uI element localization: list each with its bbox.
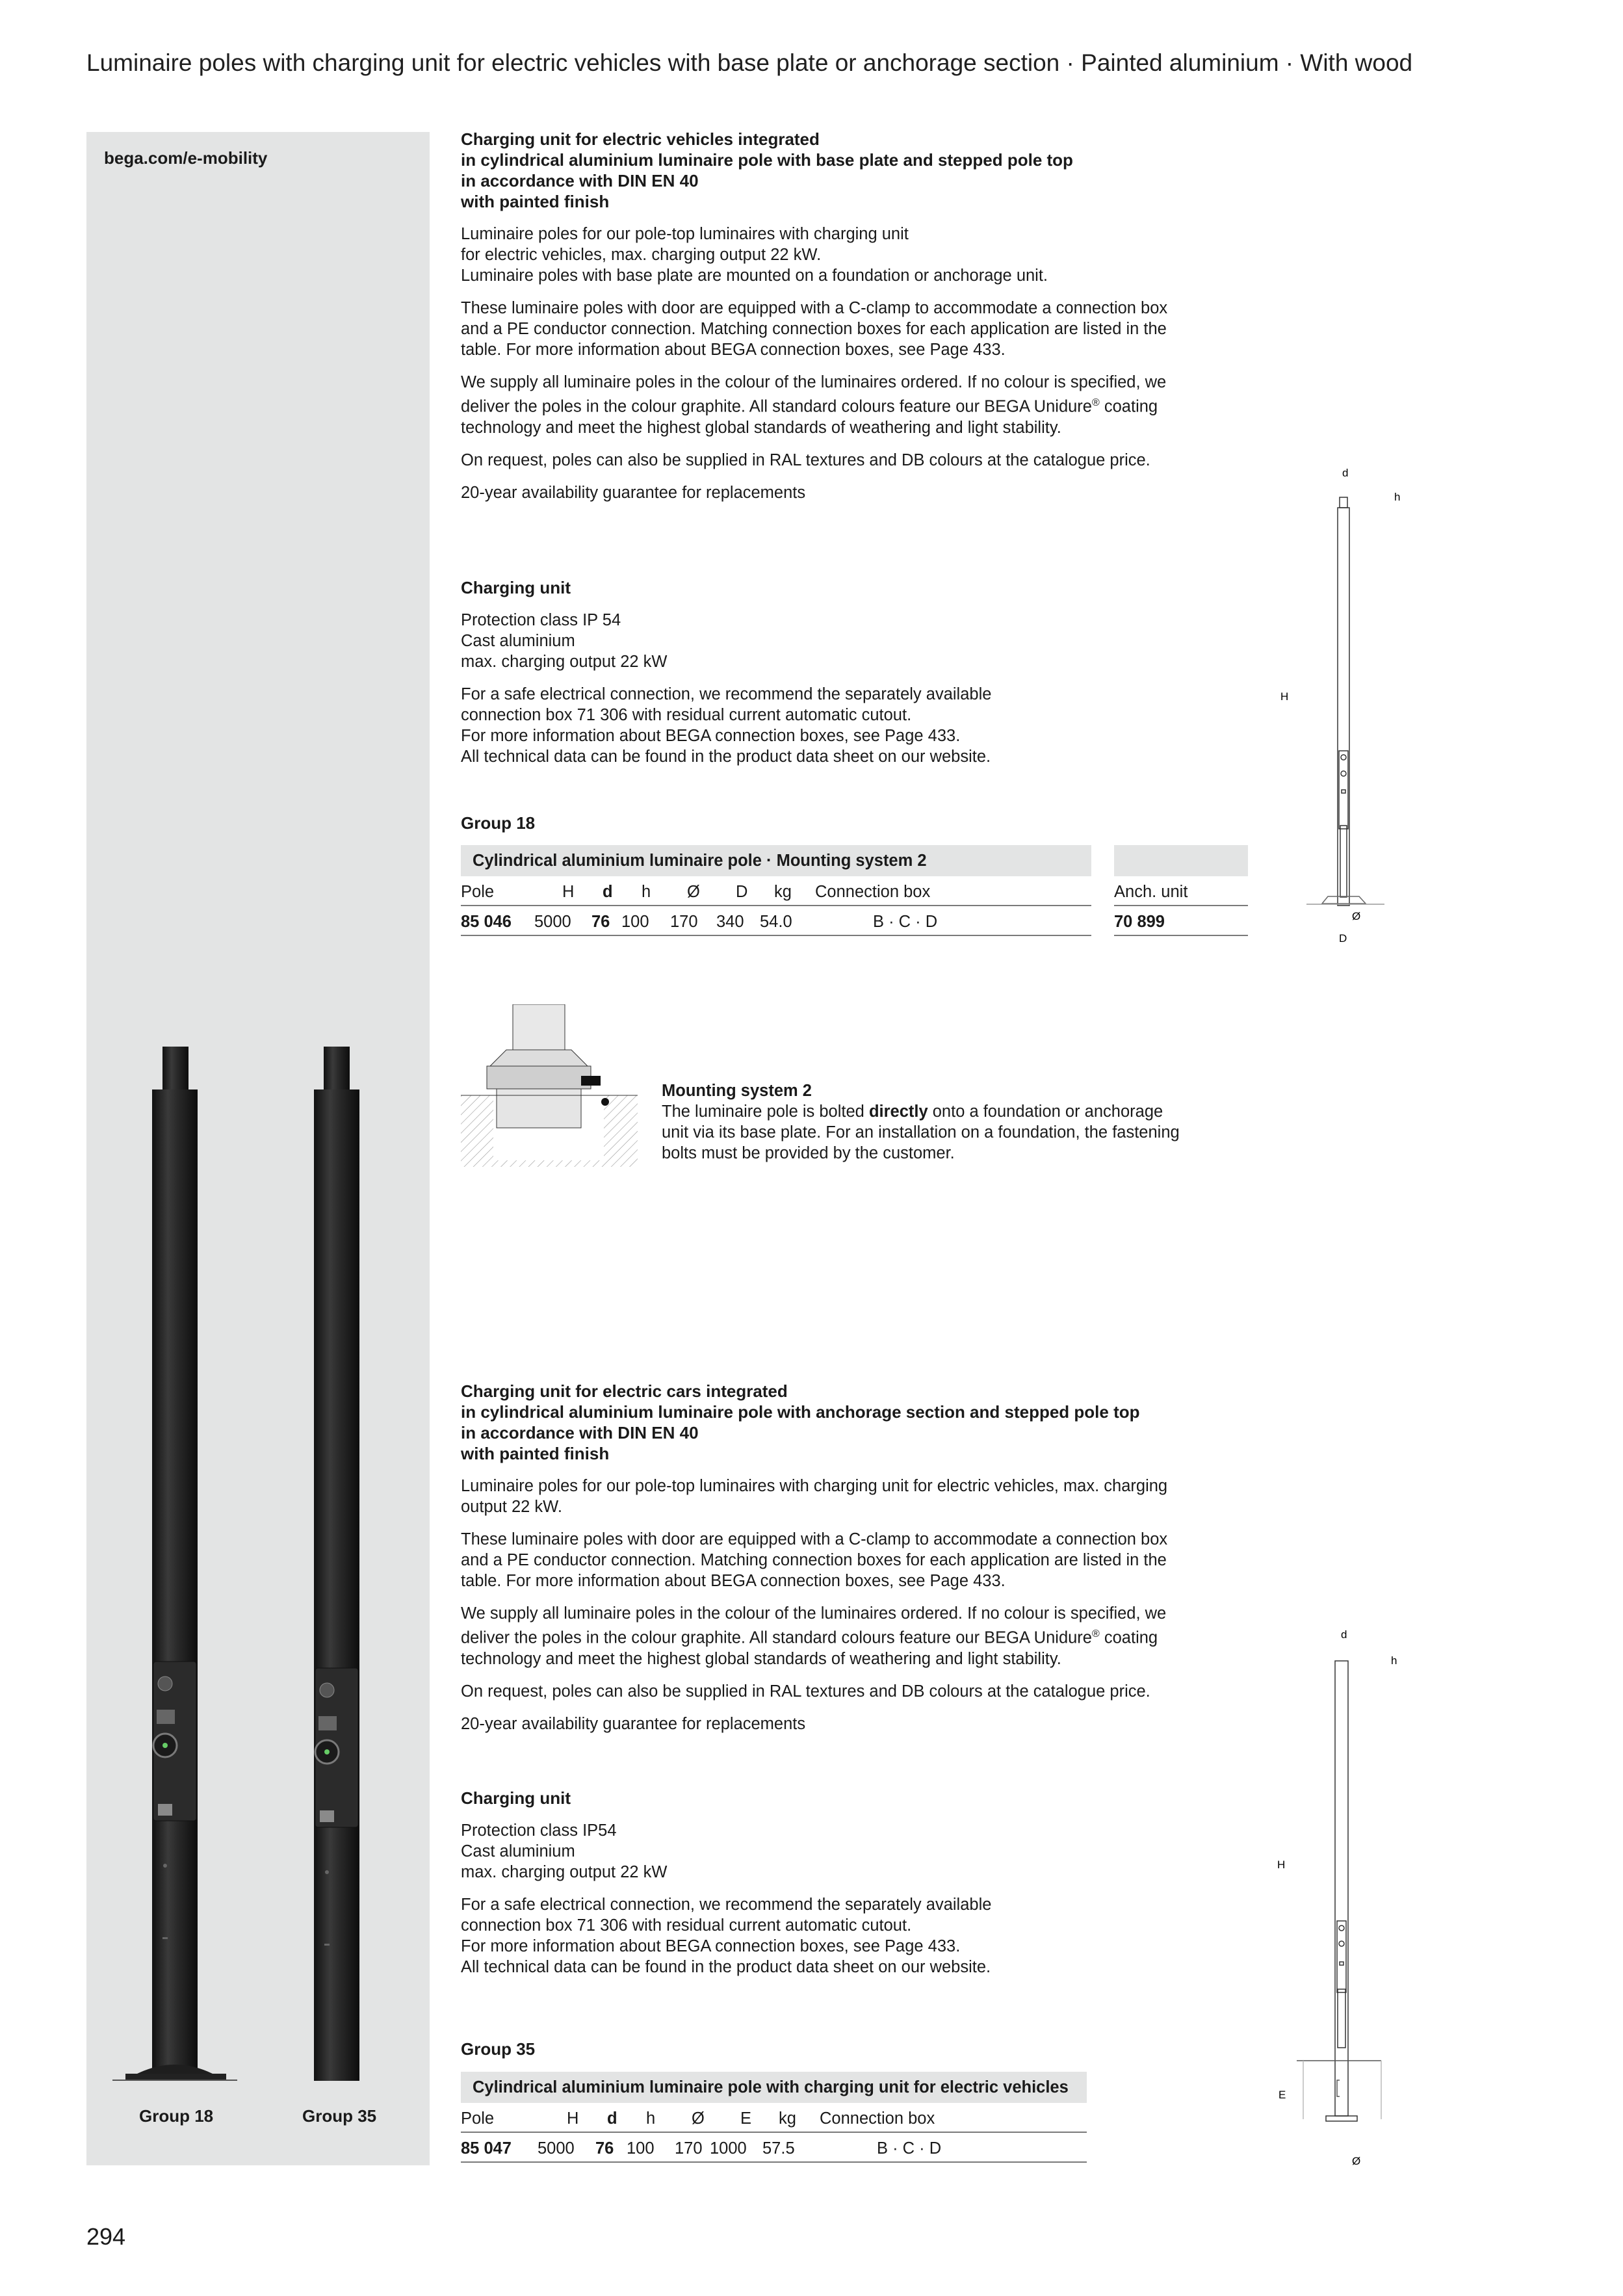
anchorage-header: [1114, 876, 1248, 906]
column-header: Pole: [461, 2109, 495, 2128]
text: onto a foundation or anchorage unit via its base plate. For an installation on a foundation, the fastening bolts must be provided by the customer.: [662, 1102, 1180, 1162]
cell-value: 5000: [538, 2139, 575, 2158]
paragraph-text: We supply all luminaire poles in the colour of the luminaires ordered. If no colour is specified, we deliver the poles in the colour graphite. All standard colours feature our BEGA Unidure: [461, 1604, 1167, 1647]
charging-unit-specs: Protection class IP54 Cast aluminium max. charging output 22 kW: [461, 1821, 668, 1881]
registered-mark: ®: [1091, 397, 1100, 408]
dim-D-label: D: [1339, 932, 1347, 945]
column-header: H: [567, 2109, 579, 2128]
mounting-system-drawing: [461, 1004, 638, 1167]
website-link[interactable]: bega.com/e-mobility: [104, 148, 268, 168]
pole-group-35-photo: [314, 1047, 359, 2081]
section-1-paragraph: On request, poles can also be supplied in RAL textures and DB colours at the catalogue price.: [461, 450, 1150, 469]
section-1-heading: Charging unit for electric vehicles integrated in cylindrical aluminium luminaire pole with base plate and stepped pole top in accordance with DIN EN 40 with painted finish: [461, 129, 1073, 211]
caption-group-18: Group 18: [139, 2106, 214, 2126]
dim-dia-label: Ø: [1352, 910, 1361, 922]
page-number: 294: [86, 2223, 126, 2250]
pole-group-18-photo: [112, 1047, 237, 2080]
section-1: [461, 129, 1202, 515]
column-header: h: [646, 2109, 656, 2128]
table-row: [461, 906, 1091, 936]
mounting-title: Mounting system 2: [662, 1082, 812, 1100]
anchorage-row: [1114, 906, 1248, 936]
section-2: [461, 1381, 1202, 1746]
paragraph-text: We supply all luminaire poles in the colour of the luminaires ordered. If no colour is specified, we deliver the poles in the colour graphite. All standard colours feature our BEGA Unidure: [461, 373, 1167, 416]
group-18-label: [461, 813, 1202, 845]
column-header: kg: [779, 2109, 796, 2128]
table-group-18: [461, 845, 1091, 936]
mounting-description: [662, 1080, 1182, 1164]
caption-group-35: Group 35: [302, 2106, 377, 2126]
section-2-paragraph: On request, poles can also be supplied in RAL textures and DB colours at the catalogue price.: [461, 1682, 1150, 1701]
cell-value: 5000: [534, 913, 571, 931]
column-header: d: [607, 2109, 617, 2128]
column-header: d: [603, 883, 613, 901]
charging-unit-note: For a safe electrical connection, we recommend the separately available connection box 71 306 with residual current automatic cutout. For more information about BEGA connection boxes, see Page 433. All technical data can be found in the product data sheet on our website.: [461, 1896, 992, 1976]
column-header: Connection box: [820, 2109, 935, 2128]
paragraph-text: coating technology and meet the highest global standards of weathering and light stability.: [461, 397, 1158, 437]
group-35-label: [461, 2039, 1202, 2071]
cell-value: B · C · D: [873, 913, 938, 931]
cell-value: 170: [670, 913, 698, 931]
dim-d-label: d: [1342, 467, 1349, 479]
section-1-paragraph: Luminaire poles for our pole-top luminaires with charging unit for electric vehicles, max. charging output 22 kW. Luminaire poles with base plate are mounted on a foundation or anchorage unit.: [461, 225, 1048, 285]
charging-unit-2: [461, 1788, 1202, 1989]
cell-value: 170: [675, 2139, 703, 2158]
charging-unit-1: [461, 577, 1202, 779]
cell-value: 76: [591, 913, 610, 931]
cell-value: 340: [716, 913, 744, 931]
dim-h-label: h: [1394, 491, 1401, 503]
section-2-paragraph: 20-year availability guarantee for replacements: [461, 1714, 806, 1733]
dim-dia-label: Ø: [1352, 2155, 1361, 2167]
cell-value: 100: [621, 913, 649, 931]
column-header: h: [642, 883, 651, 901]
anchorage-number: 70 899: [1114, 913, 1165, 931]
dim-H-label: H: [1277, 1859, 1286, 1871]
text: The luminaire pole is bolted: [662, 1102, 869, 1121]
column-header: Ø: [687, 883, 700, 901]
section-1-paragraph: These luminaire poles with door are equipped with a C-clamp to accommodate a connection box and a PE conductor connection. Matching connection boxes for each application are listed in the table. For more information about BEGA connection boxes, see Page 433.: [461, 299, 1168, 359]
page-title: Luminaire poles with charging unit for electric vehicles with base plate or anchorage section · Painted aluminium · With wood: [86, 49, 1413, 76]
dim-H-label: H: [1280, 690, 1289, 703]
section-1-paragraph: [461, 372, 1202, 438]
section-2-paragraph: These luminaire poles with door are equipped with a C-clamp to accommodate a connection box and a PE conductor connection. Matching connection boxes for each application are listed in the table. For more information about BEGA connection boxes, see Page 433.: [461, 1530, 1168, 1590]
cell-value: 100: [627, 2139, 655, 2158]
pole-number: 85 047: [461, 2139, 512, 2158]
table-header: [461, 2103, 1087, 2133]
group-label: Group 35: [461, 2039, 536, 2059]
section-2-heading: Charging unit for electric cars integrated in cylindrical aluminium luminaire pole with anchorage section and stepped pole top in accordance with DIN EN 40 with painted finish: [461, 1381, 1140, 1463]
pole-product-photos: [86, 1034, 430, 2100]
dim-h-label: h: [1391, 1654, 1397, 1667]
anchorage-unit-table: [1114, 845, 1248, 936]
emphasis: directly: [868, 1102, 928, 1121]
dim-d-label: d: [1341, 1628, 1347, 1641]
paragraph-text: coating technology and meet the highest global standards of weathering and light stability.: [461, 1628, 1158, 1668]
pole-drawing-group-35: [1271, 1625, 1417, 2171]
charging-unit-note: For a safe electrical connection, we recommend the separately available connection box 71 306 with residual current automatic cutout. For more information about BEGA connection boxes, see Page 433. All technical data can be found in the product data sheet on our website.: [461, 685, 992, 766]
group-label: Group 18: [461, 813, 536, 833]
table-group-35: [461, 2072, 1087, 2163]
table-title: Cylindrical aluminium luminaire pole with charging unit for electric vehicles: [461, 2072, 1087, 2103]
cell-value: 54.0: [760, 913, 792, 931]
charging-unit-title: Charging unit: [461, 578, 571, 597]
column-header: D: [736, 883, 748, 901]
column-header: Ø: [692, 2109, 705, 2128]
column-header: E: [740, 2109, 752, 2128]
table-title: Cylindrical aluminium luminaire pole · Mounting system 2: [461, 845, 1091, 876]
column-header: kg: [774, 883, 792, 901]
dim-E-label: E: [1279, 2089, 1286, 2101]
pole-number: 85 046: [461, 913, 512, 931]
column-header: Connection box: [815, 883, 931, 901]
charging-unit-title: Charging unit: [461, 1788, 571, 1808]
anchorage-title: [1114, 845, 1248, 876]
cell-value: 76: [595, 2139, 614, 2158]
mounting-text: [662, 1101, 1182, 1164]
cell-value: 1000: [710, 2139, 747, 2158]
table-header: [461, 876, 1091, 906]
column-header: Anch. unit: [1114, 883, 1188, 901]
section-2-paragraph: Luminaire poles for our pole-top luminaires with charging unit for electric vehicles, max. charging output 22 kW.: [461, 1477, 1168, 1516]
cell-value: B · C · D: [877, 2139, 942, 2158]
column-header: Pole: [461, 883, 495, 901]
registered-mark: ®: [1091, 1628, 1100, 1639]
table-row: [461, 2133, 1087, 2163]
charging-unit-specs: Protection class IP 54 Cast aluminium max. charging output 22 kW: [461, 611, 668, 671]
section-2-paragraph: [461, 1603, 1202, 1669]
section-1-paragraph: 20-year availability guarantee for replacements: [461, 483, 806, 502]
column-header: H: [562, 883, 575, 901]
cell-value: 57.5: [762, 2139, 795, 2158]
pole-drawing-group-18: [1274, 465, 1417, 946]
